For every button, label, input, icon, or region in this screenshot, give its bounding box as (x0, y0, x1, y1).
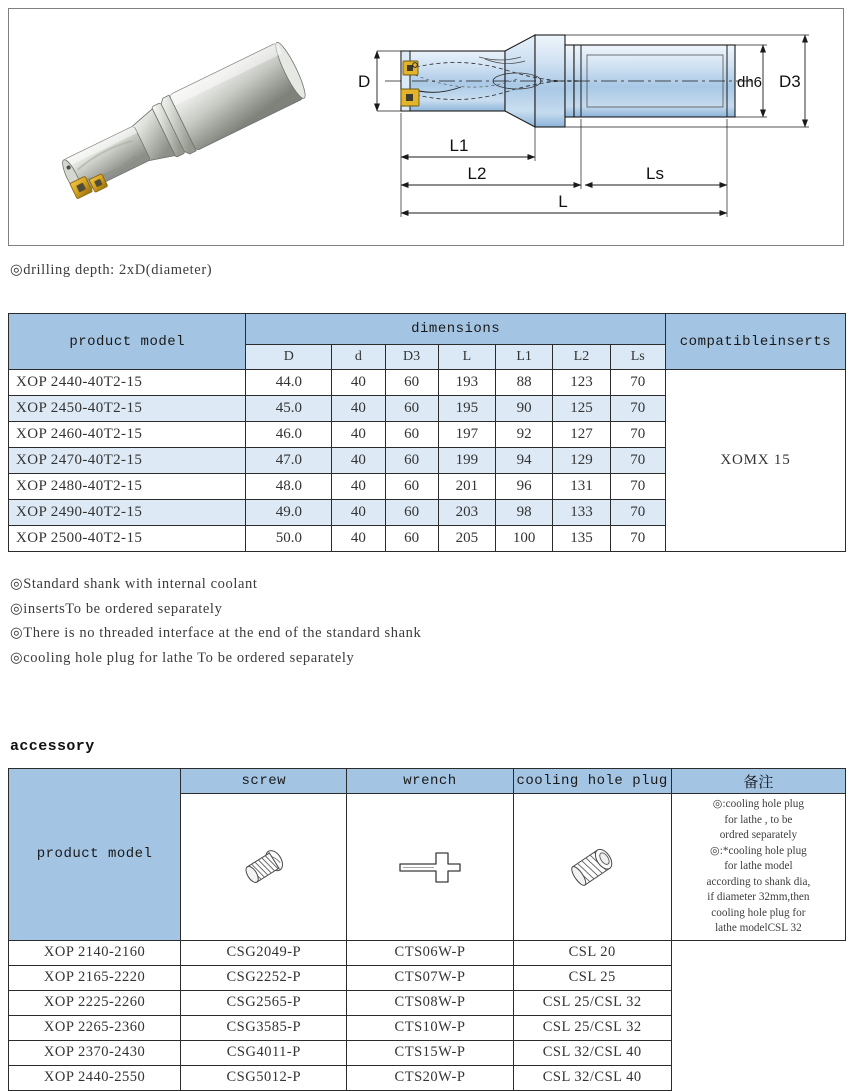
spec-cell-model: XOP 2460-40T2-15 (9, 422, 246, 448)
accessory-cell-screw: CSG5012-P (181, 1065, 347, 1090)
spec-subheader-L2: L2 (553, 345, 610, 370)
spec-subheader-D: D (246, 345, 332, 370)
accessory-cell-screw: CSG2565-P (181, 990, 347, 1015)
spec-cell-L1: 92 (496, 422, 553, 448)
accessory-cell-screw: CSG3585-P (181, 1015, 347, 1040)
accessory-cell-wrench: CTS10W-P (347, 1015, 513, 1040)
accessory-cell-wrench: CTS06W-P (347, 940, 513, 965)
accessory-cell-screw: CSG2252-P (181, 965, 347, 990)
accessory-cell-model: XOP 2225-2260 (9, 990, 181, 1015)
spec-subheader-D3: D3 (385, 345, 438, 370)
remark-line: for lathe model (724, 860, 793, 872)
spec-cell-d: 40 (332, 474, 385, 500)
spec-cell-L2: 127 (553, 422, 610, 448)
spec-subheader-L1: L1 (496, 345, 553, 370)
dimension-label-L: L (558, 192, 568, 211)
spec-cell-L: 195 (438, 396, 495, 422)
spec-cell-D: 44.0 (246, 370, 332, 396)
spec-cell-Ls: 70 (610, 370, 665, 396)
spec-cell-D3: 60 (385, 396, 438, 422)
specification-table (8, 313, 846, 552)
spec-cell-Ls: 70 (610, 422, 665, 448)
accessory-cell-plug: CSL 20 (513, 940, 671, 965)
spec-cell-d: 40 (332, 422, 385, 448)
dimension-label-dh6: dh6 (737, 74, 763, 91)
product-photo (9, 9, 349, 245)
specification-notes (10, 576, 421, 674)
spec-cell-L2: 123 (553, 370, 610, 396)
spec-cell-D: 48.0 (246, 474, 332, 500)
spec-cell-L: 199 (438, 448, 495, 474)
accessory-cell-screw: CSG2049-P (181, 940, 347, 965)
spec-cell-compatible-inserts: XOMX 15 (665, 370, 845, 552)
table-row (9, 990, 846, 1015)
spec-cell-model: XOP 2440-40T2-15 (9, 370, 246, 396)
note-no-thread-interface: ◎There is no threaded interface at the end of the standard shank (10, 625, 422, 641)
spec-cell-D3: 60 (385, 422, 438, 448)
table-row (9, 965, 846, 990)
remark-line: for lathe , to be (724, 813, 793, 826)
spec-cell-model: XOP 2450-40T2-15 (9, 396, 246, 422)
spec-cell-L2: 129 (553, 448, 610, 474)
spec-cell-D: 46.0 (246, 422, 332, 448)
spec-cell-D3: 60 (385, 448, 438, 474)
spec-cell-D3: 60 (385, 370, 438, 396)
accessory-cell-model: XOP 2370-2430 (9, 1040, 181, 1065)
carbide-insert-icon (401, 89, 419, 106)
spec-cell-Ls: 70 (610, 448, 665, 474)
accessory-cell-wrench: CTS07W-P (347, 965, 513, 990)
accessory-cell-wrench: CTS20W-P (347, 1065, 513, 1090)
accessory-header-product-model: product model (9, 769, 181, 941)
spec-subheader-Ls: Ls (610, 345, 665, 370)
wrench-icon (347, 794, 513, 941)
spec-cell-Ls: 70 (610, 474, 665, 500)
accessory-cell-screw: CSG4011-P (181, 1040, 347, 1065)
spec-cell-D: 50.0 (246, 526, 332, 552)
accessory-section-title: accessory (10, 738, 95, 755)
spec-cell-L: 201 (438, 474, 495, 500)
spec-cell-D: 49.0 (246, 500, 332, 526)
spec-cell-L2: 133 (553, 500, 610, 526)
accessory-cell-plug: CSL 25/CSL 32 (513, 1015, 671, 1040)
accessory-cell-model: XOP 2440-2550 (9, 1065, 181, 1090)
dimension-label-Ls: Ls (646, 164, 664, 183)
spec-cell-L1: 98 (496, 500, 553, 526)
spec-cell-model: XOP 2490-40T2-15 (9, 500, 246, 526)
accessory-cell-model: XOP 2165-2220 (9, 965, 181, 990)
spec-header-product-model: product model (9, 314, 246, 370)
accessory-cell-plug: CSL 32/CSL 40 (513, 1065, 671, 1090)
spec-cell-L2: 135 (553, 526, 610, 552)
spec-cell-D3: 60 (385, 500, 438, 526)
accessory-header-cooling-hole-plug: cooling hole plug (513, 769, 671, 794)
note-inserts-separate: ◎insertsTo be ordered separately (10, 600, 223, 617)
spec-cell-d: 40 (332, 500, 385, 526)
product-figure-panel (8, 8, 844, 246)
cooling-hole-plug-icon (513, 794, 671, 941)
accessory-table (8, 768, 846, 1091)
spec-cell-D: 45.0 (246, 396, 332, 422)
remark-line: ◎:cooling hole plug (712, 798, 804, 810)
spec-cell-model: XOP 2470-40T2-15 (9, 448, 246, 474)
spec-cell-D: 47.0 (246, 448, 332, 474)
accessory-cell-wrench: CTS08W-P (347, 990, 513, 1015)
table-row (9, 370, 846, 396)
spec-cell-L1: 88 (496, 370, 553, 396)
accessory-header-screw: screw (181, 769, 347, 794)
dimension-label-L1: L1 (449, 136, 469, 155)
accessory-cell-plug: CSL 32/CSL 40 (513, 1040, 671, 1065)
accessory-header-wrench: wrench (347, 769, 513, 794)
dimension-label-D: D (358, 72, 371, 91)
remark-line: ◎:*cooling hole plug (710, 844, 807, 857)
spec-cell-d: 40 (332, 396, 385, 422)
spec-cell-L: 203 (438, 500, 495, 526)
remark-line: ordred separately (719, 829, 798, 841)
spec-cell-model: XOP 2480-40T2-15 (9, 474, 246, 500)
table-row (9, 940, 846, 965)
spec-cell-D3: 60 (385, 474, 438, 500)
spec-cell-d: 40 (332, 448, 385, 474)
remark-line: if diameter 32mm,then (707, 891, 810, 903)
drilling-depth-note: ◎drilling depth: 2xD(diameter) (10, 262, 213, 278)
spec-subheader-d: d (332, 345, 385, 370)
accessory-cell-plug: CSL 25 (513, 965, 671, 990)
spec-cell-d: 40 (332, 370, 385, 396)
accessory-header-row (9, 769, 846, 794)
spec-subheader-L: L (438, 345, 495, 370)
accessory-header-remark: 备注 (671, 769, 845, 794)
spec-header-compatible-inserts: compatibleinserts (665, 314, 845, 370)
spec-cell-L: 205 (438, 526, 495, 552)
dimension-label-L2: L2 (467, 164, 487, 183)
spec-cell-L1: 94 (496, 448, 553, 474)
spec-cell-L1: 96 (496, 474, 553, 500)
accessory-cell-model: XOP 2140-2160 (9, 940, 181, 965)
spec-cell-Ls: 70 (610, 396, 665, 422)
note-standard-shank: ◎Standard shank with internal coolant (10, 576, 258, 592)
remark-line: according to shank dia, (706, 875, 811, 888)
spec-cell-L: 197 (438, 422, 495, 448)
spec-cell-L2: 125 (553, 396, 610, 422)
remark-line: lathe modelCSL 32 (715, 922, 802, 934)
spec-cell-L1: 90 (496, 396, 553, 422)
spec-cell-Ls: 70 (610, 526, 665, 552)
accessory-cell-model: XOP 2265-2360 (9, 1015, 181, 1040)
screw-icon (181, 794, 347, 941)
spec-cell-model: XOP 2500-40T2-15 (9, 526, 246, 552)
spec-cell-d: 40 (332, 526, 385, 552)
spec-header-row-1 (9, 314, 846, 345)
spec-cell-L2: 131 (553, 474, 610, 500)
accessory-cell-wrench: CTS15W-P (347, 1040, 513, 1065)
remark-line: cooling hole plug for (711, 906, 806, 919)
spec-cell-Ls: 70 (610, 500, 665, 526)
spec-cell-L: 193 (438, 370, 495, 396)
note-cooling-plug: ◎cooling hole plug for lathe To be ordered separately (10, 649, 355, 666)
spec-header-dimensions: dimensions (246, 314, 665, 345)
accessory-remark-cell (671, 794, 845, 941)
table-row (9, 1040, 846, 1065)
spec-cell-D3: 60 (385, 526, 438, 552)
table-row (9, 1065, 846, 1090)
technical-drawing (349, 9, 843, 245)
table-row (9, 1015, 846, 1040)
dimension-label-D3: D3 (779, 72, 801, 91)
accessory-cell-plug: CSL 25/CSL 32 (513, 990, 671, 1015)
spec-cell-L1: 100 (496, 526, 553, 552)
